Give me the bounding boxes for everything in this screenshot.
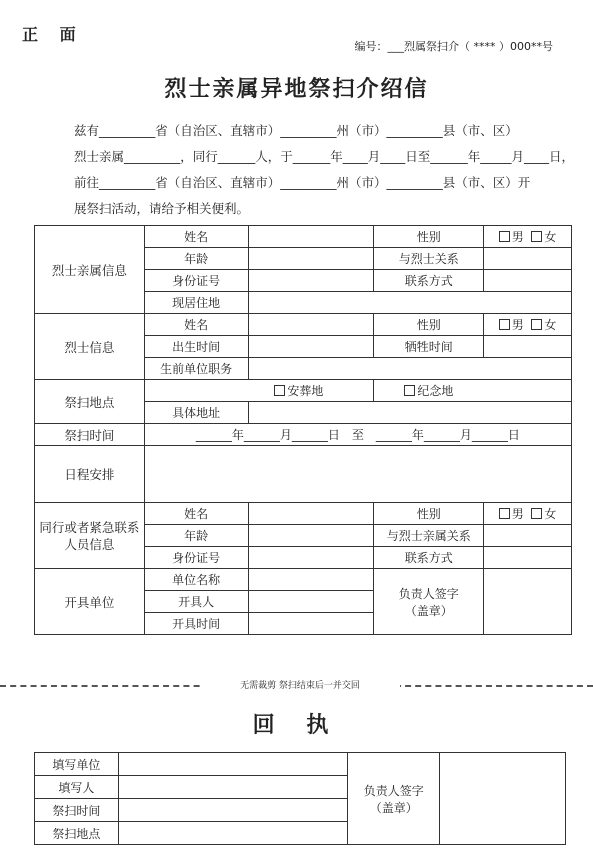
relative-relation-label: 与烈士关系 bbox=[374, 248, 484, 270]
seal-text: （盖章） bbox=[404, 603, 453, 618]
relative-contact-field[interactable] bbox=[484, 270, 572, 292]
companion-gender-label: 性别 bbox=[374, 503, 484, 525]
martyr-group-label: 烈士信息 bbox=[35, 314, 145, 380]
martyr-sacrifice-field[interactable] bbox=[484, 336, 572, 358]
male-label: 男 bbox=[511, 230, 524, 244]
page-title: 烈士亲属异地祭扫介绍信 bbox=[164, 77, 429, 102]
receipt-field-value[interactable] bbox=[118, 799, 348, 822]
companion-age-field[interactable] bbox=[248, 525, 374, 547]
issuer-sign-label bbox=[374, 569, 484, 635]
female-checkbox[interactable] bbox=[531, 319, 542, 330]
female-checkbox[interactable] bbox=[531, 508, 542, 519]
schedule-field[interactable] bbox=[144, 446, 571, 503]
relative-address-field[interactable] bbox=[248, 292, 571, 314]
schedule-group-label: 日程安排 bbox=[35, 446, 145, 503]
issuer-unit-field[interactable] bbox=[248, 569, 374, 591]
martyr-gender-options bbox=[484, 314, 572, 336]
relative-age-field[interactable] bbox=[248, 248, 374, 270]
martyr-gender-label: 性别 bbox=[374, 314, 484, 336]
issuer-group-label: 开具单位 bbox=[35, 569, 145, 635]
companion-gender-options bbox=[484, 503, 572, 525]
female-label: 女 bbox=[544, 230, 557, 244]
companion-group-label: 同行或者紧急联系人员信息 bbox=[35, 503, 145, 569]
martyr-birth-label: 出生时间 bbox=[144, 336, 248, 358]
relative-address-label: 现居住地 bbox=[144, 292, 248, 314]
intro-line: 烈士亲属_________，同行______人，于______年____月____日至______年_____月____日， bbox=[74, 149, 575, 164]
male-checkbox[interactable] bbox=[499, 231, 510, 242]
cutline-text: 无需裁剪 祭扫结束后一并交回 bbox=[200, 678, 400, 691]
memorial-checkbox[interactable] bbox=[404, 385, 415, 396]
dash-right bbox=[395, 685, 593, 687]
intro-line: 展祭扫活动，请给予相关便利。 bbox=[74, 201, 250, 216]
cut-line bbox=[0, 678, 593, 692]
receipt-field-value[interactable] bbox=[118, 776, 348, 799]
intro-paragraph bbox=[44, 118, 574, 222]
side-label: 正 面 bbox=[22, 25, 84, 44]
issuer-unit-label: 单位名称 bbox=[144, 569, 248, 591]
memorial-label: 纪念地 bbox=[417, 384, 454, 398]
female-label: 女 bbox=[544, 318, 557, 332]
issuer-sign-field[interactable] bbox=[484, 569, 572, 635]
companion-id-field[interactable] bbox=[248, 547, 374, 569]
sign-text: 负责人签字 bbox=[363, 783, 424, 798]
relative-gender-options bbox=[484, 226, 572, 248]
companion-name-field[interactable] bbox=[248, 503, 374, 525]
memorial-option[interactable] bbox=[374, 380, 572, 402]
intro-line: 前往_________省（自治区、直辖市）_________州（市）_________县（市、区）开 bbox=[74, 175, 531, 190]
relative-name-field[interactable] bbox=[248, 226, 374, 248]
companion-relation-label: 与烈士亲属关系 bbox=[374, 525, 484, 547]
info-table bbox=[34, 225, 572, 635]
male-checkbox[interactable] bbox=[499, 319, 510, 330]
intro-line: 兹有_________省（自治区、直辖市）_________州（市）_________县（市、区） bbox=[74, 123, 518, 138]
martyr-birth-field[interactable] bbox=[248, 336, 374, 358]
relative-group-label: 烈士亲属信息 bbox=[35, 226, 145, 314]
seal-text: （盖章） bbox=[369, 800, 418, 815]
martyr-sacrifice-label: 牺牲时间 bbox=[374, 336, 484, 358]
relative-name-label: 姓名 bbox=[144, 226, 248, 248]
receipt-sign-label bbox=[348, 753, 440, 845]
burial-label: 安葬地 bbox=[287, 384, 324, 398]
burial-option[interactable] bbox=[144, 380, 374, 402]
companion-contact-label: 联系方式 bbox=[374, 547, 484, 569]
relative-age-label: 年龄 bbox=[144, 248, 248, 270]
receipt-field-label: 填写人 bbox=[35, 776, 119, 799]
issuer-time-label: 开具时间 bbox=[144, 613, 248, 635]
burial-checkbox[interactable] bbox=[274, 385, 285, 396]
dash-left bbox=[0, 685, 220, 687]
issuer-time-field[interactable] bbox=[248, 613, 374, 635]
relative-id-field[interactable] bbox=[248, 270, 374, 292]
companion-name-label: 姓名 bbox=[144, 503, 248, 525]
relative-relation-field[interactable] bbox=[484, 248, 572, 270]
sign-text: 负责人签字 bbox=[398, 586, 459, 601]
receipt-field-value[interactable] bbox=[118, 753, 348, 776]
martyr-name-field[interactable] bbox=[248, 314, 374, 336]
place-address-field[interactable] bbox=[248, 402, 571, 424]
companion-relation-field[interactable] bbox=[484, 525, 572, 547]
receipt-sign-field[interactable] bbox=[440, 753, 566, 845]
relative-gender-label: 性别 bbox=[374, 226, 484, 248]
male-checkbox[interactable] bbox=[499, 508, 510, 519]
time-group-label: 祭扫时间 bbox=[35, 424, 145, 446]
relative-id-label: 身份证号 bbox=[144, 270, 248, 292]
serial-number: 编号：___烈属祭扫介（ **** ）000**号 bbox=[354, 40, 553, 53]
place-group-label: 祭扫地点 bbox=[35, 380, 145, 424]
issuer-person-label: 开具人 bbox=[144, 591, 248, 613]
receipt-field-label: 填写单位 bbox=[35, 753, 119, 776]
female-label: 女 bbox=[544, 507, 557, 521]
receipt-title: 回 执 bbox=[252, 713, 341, 738]
martyr-job-label: 生前单位职务 bbox=[144, 358, 248, 380]
relative-contact-label: 联系方式 bbox=[374, 270, 484, 292]
male-label: 男 bbox=[511, 318, 524, 332]
issuer-person-field[interactable] bbox=[248, 591, 374, 613]
female-checkbox[interactable] bbox=[531, 231, 542, 242]
martyr-job-field[interactable] bbox=[248, 358, 571, 380]
martyr-name-label: 姓名 bbox=[144, 314, 248, 336]
place-address-label: 具体地址 bbox=[144, 402, 248, 424]
receipt-field-label: 祭扫地点 bbox=[35, 822, 119, 845]
male-label: 男 bbox=[511, 507, 524, 521]
receipt-table bbox=[34, 752, 566, 845]
companion-contact-field[interactable] bbox=[484, 547, 572, 569]
receipt-field-value[interactable] bbox=[118, 822, 348, 845]
companion-age-label: 年龄 bbox=[144, 525, 248, 547]
receipt-field-label: 祭扫时间 bbox=[35, 799, 119, 822]
companion-id-label: 身份证号 bbox=[144, 547, 248, 569]
time-field[interactable]: ______年______月______日 至 ______年______月______日 bbox=[144, 424, 571, 446]
